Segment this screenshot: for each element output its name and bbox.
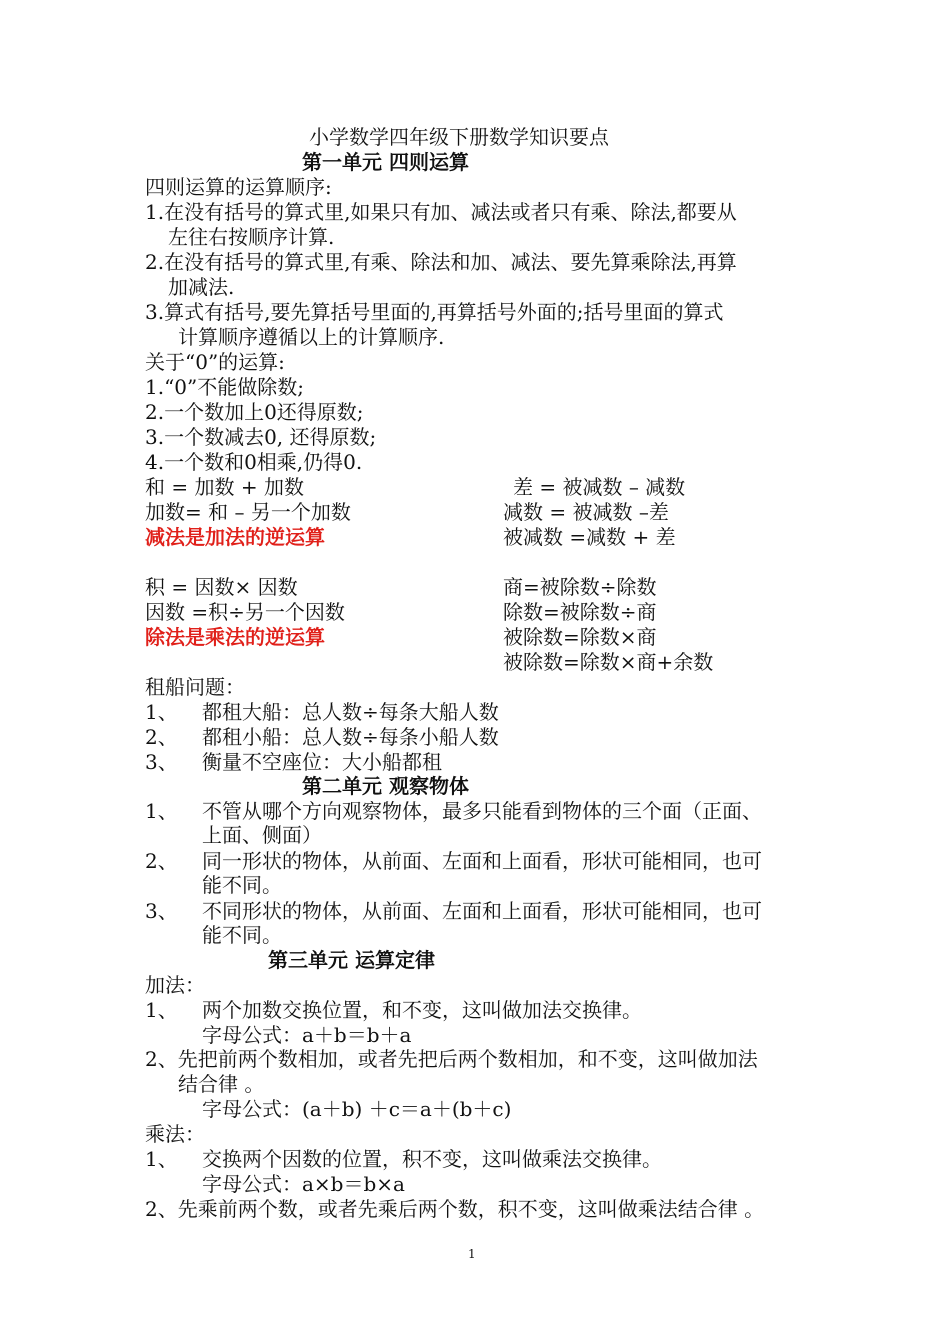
unit3-heading: 第三单元 运算定律 [268,948,435,972]
boat-item-2: 都租小船：总人数÷每条小船人数 [202,725,499,749]
mul-commutative-formula: 字母公式：a×b＝b×a [202,1172,405,1196]
add-commutative-law: 两个加数交换位置，和不变，这叫做加法交换律。 [202,998,642,1022]
observe-item-3-line1: 不同形状的物体，从前面、左面和上面看，形状可能相同，也可 [202,899,762,923]
rule-2-line2: 加减法. [168,275,235,299]
add-associative-formula: 字母公式：(a＋b) ＋c＝a＋(b＋c) [202,1097,512,1121]
dividend-remainder-formula: 被除数=除数×商+余数 [503,650,714,674]
boat-item-3-num: 3、 [145,750,178,774]
observe-item-1-line2: 上面、侧面） [202,823,322,847]
boat-item-1-num: 1、 [145,700,178,724]
add-law-1-num: 1、 [145,998,178,1022]
minuend-formula: 被减数 =减数 + 差 [503,525,676,549]
observe-item-2-line1: 同一形状的物体，从前面、左面和上面看，形状可能相同，也可 [202,849,762,873]
factor-formula: 因数 =积÷另一个因数 [145,600,345,624]
subtrahend-formula: 减数 = 被减数 –差 [503,500,669,524]
add-associative-line2: 结合律 。 [178,1072,265,1096]
document-title: 小学数学四年级下册数学知识要点 [309,125,609,149]
rule-1-line2: 左往右按顺序计算. [168,225,335,249]
zero-rule-2: 2.一个数加上0还得原数; [145,400,364,424]
dividend-formula: 被除数=除数×商 [503,625,657,649]
product-formula: 积 = 因数× 因数 [145,575,298,599]
zero-rule-4: 4.一个数和0相乘,仍得0. [145,450,363,474]
boat-item-3: 衡量不空座位：大小船都租 [202,750,442,774]
rule-2-line1: 2.在没有括号的算式里,有乘、除法和加、减法、要先算乘除法,再算 [145,250,737,274]
multiplication-title: 乘法： [145,1122,205,1146]
rule-3-line1: 3.算式有括号,要先算括号里面的,再算括号外面的;括号里面的算式 [145,300,724,324]
subtraction-inverse-note: 减法是加法的逆运算 [145,525,325,549]
zero-rule-3: 3.一个数减去0, 还得原数; [145,425,377,449]
mul-law-1-num: 1、 [145,1147,178,1171]
observe-item-2-num: 2、 [145,849,178,873]
rule-3-line2: 计算顺序遵循以上的计算顺序. [178,325,445,349]
difference-formula: 差 = 被减数 – 减数 [513,475,686,499]
unit1-heading: 第一单元 四则运算 [302,150,469,174]
observe-item-3-line2: 能不同。 [202,923,282,947]
boat-item-2-num: 2、 [145,725,178,749]
observe-item-1-num: 1、 [145,799,178,823]
add-commutative-formula: 字母公式：a＋b＝b＋a [202,1023,412,1047]
sum-formula: 和 = 加数 + 加数 [145,475,304,499]
observe-item-3-num: 3、 [145,899,178,923]
mul-associative-line1: 2、先乘前两个数，或者先乘后两个数，积不变，这叫做乘法结合律 。 [145,1197,765,1221]
division-inverse-note: 除法是乘法的逆运算 [145,625,325,649]
quotient-formula: 商=被除数÷除数 [503,575,657,599]
observe-item-1-line1: 不管从哪个方向观察物体，最多只能看到物体的三个面（正面、 [202,799,762,823]
observe-item-2-line2: 能不同。 [202,873,282,897]
unit2-heading: 第二单元 观察物体 [302,774,469,798]
boat-title: 租船问题： [145,675,245,699]
addition-title: 加法： [145,973,205,997]
mul-commutative-law: 交换两个因数的位置，积不变，这叫做乘法交换律。 [202,1147,662,1171]
page-number: 1 [468,1247,476,1261]
order-title: 四则运算的运算顺序: [145,175,332,199]
rule-1-line1: 1.在没有括号的算式里,如果只有加、减法或者只有乘、除法,都要从 [145,200,737,224]
addend-formula: 加数= 和 – 另一个加数 [145,500,351,524]
divisor-formula: 除数=被除数÷商 [503,600,657,624]
boat-item-1: 都租大船：总人数÷每条大船人数 [202,700,499,724]
zero-title: 关于“0”的运算: [145,350,285,374]
add-associative-line1: 2、先把前两个数相加，或者先把后两个数相加，和不变，这叫做加法 [145,1047,758,1071]
zero-rule-1: 1.“0”不能做除数; [145,375,304,399]
